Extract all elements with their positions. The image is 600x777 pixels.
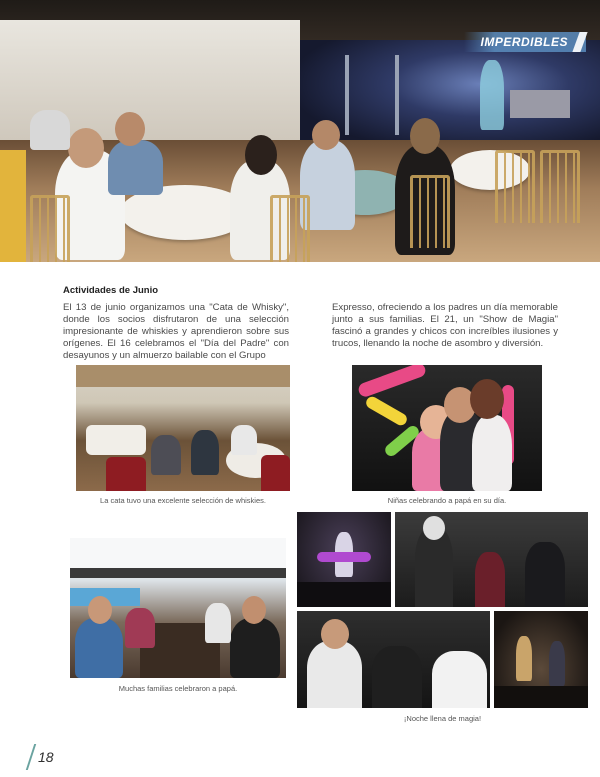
- photo-red-chair: [106, 457, 146, 491]
- balloon-pink: [357, 365, 428, 399]
- assistant: [516, 636, 532, 681]
- girl-white-dress: [472, 415, 512, 491]
- photo-face: [88, 596, 112, 624]
- photo-magic-audience: [297, 611, 490, 708]
- audience: [297, 582, 391, 607]
- volunteer: [525, 542, 565, 607]
- hero-chair: [410, 175, 450, 248]
- caption-magic-show: ¡Noche llena de magia!: [403, 714, 482, 723]
- magician-head: [423, 516, 445, 540]
- photo-young-man: [230, 618, 280, 678]
- photo-guest: [205, 603, 231, 643]
- hero-man-blue-shirt: [108, 140, 163, 195]
- section-tag-slash: [572, 32, 587, 52]
- article-paragraph-left: El 13 de junio organizamos una "Cata de Whisky", donde los socios disfrutaron de una selección impresionante de whiskies y aprendieron sobre sus orígenes. El 16 celebramos el "Día del Padre" con desayunos y un almuerzo bailable con el Grupo: [63, 302, 289, 361]
- hero-guest-back: [30, 110, 70, 150]
- photo-magic-stage: [297, 512, 391, 607]
- hero-head: [410, 118, 440, 154]
- photo-red-chair: [261, 455, 290, 491]
- photo-sky: [70, 538, 286, 568]
- photo-guest: [125, 608, 155, 648]
- accent-gold-bar: [0, 150, 26, 262]
- magician: [549, 641, 565, 686]
- caption-families-lunch: Muchas familias celebraron a papá.: [118, 684, 238, 693]
- magician-white: [432, 651, 487, 708]
- balloon-yellow: [364, 395, 409, 428]
- hero-chair: [30, 195, 70, 262]
- girl-face-paint: [470, 379, 504, 419]
- hero-chair: [270, 195, 310, 262]
- audience: [494, 686, 588, 708]
- section-tag-label: IMPERDIBLES: [480, 35, 568, 49]
- photo-beams: [76, 365, 290, 387]
- hero-chair: [540, 150, 580, 223]
- photo-magic-volunteers: [395, 512, 588, 607]
- hero-truss-right: [395, 55, 399, 135]
- hero-singer: [480, 60, 504, 130]
- magic-ribbon: [317, 552, 371, 562]
- photo-girls-with-dad: [352, 365, 542, 491]
- hero-truss-left: [345, 55, 349, 135]
- audience-man: [372, 646, 422, 708]
- article-title: Actividades de Junio: [63, 285, 159, 296]
- photo-awning: [70, 568, 286, 578]
- photo-magic-performance: [494, 611, 588, 708]
- photo-man-blue-jacket: [75, 618, 123, 678]
- photo-families-lunch: [70, 538, 286, 678]
- hero-head: [312, 120, 340, 150]
- photo-guest: [151, 435, 181, 475]
- page-number-slash: [26, 744, 36, 770]
- audience-face: [321, 619, 349, 649]
- page-number: 18: [38, 749, 54, 765]
- audience-man: [307, 641, 362, 708]
- hero-head: [115, 112, 145, 146]
- photo-table: [86, 425, 146, 455]
- photo-guest: [191, 430, 219, 475]
- caption-whisky-tasting: La cata tuvo una excelente selección de whiskies.: [100, 496, 266, 505]
- photo-whisky-tasting: [76, 365, 290, 491]
- hero-keyboard: [510, 90, 570, 118]
- hero-head: [68, 128, 104, 168]
- section-tag: [464, 32, 586, 52]
- hero-head: [245, 135, 277, 175]
- photo-face: [242, 596, 266, 624]
- article-paragraph-right: Expresso, ofreciendo a los padres un día memorable junto a sus familias. El 21, un "Show de Magia" fascinó a grandes y chicos con increíbles ilusiones y trucos, llenando la noche de asombro y diversión.: [332, 302, 558, 349]
- volunteer: [475, 552, 505, 607]
- hero-photo: [0, 0, 600, 262]
- caption-girls-with-dad: Niñas celebrando a papá en su día.: [387, 496, 507, 505]
- photo-guest: [231, 425, 257, 455]
- hero-chair: [495, 150, 535, 223]
